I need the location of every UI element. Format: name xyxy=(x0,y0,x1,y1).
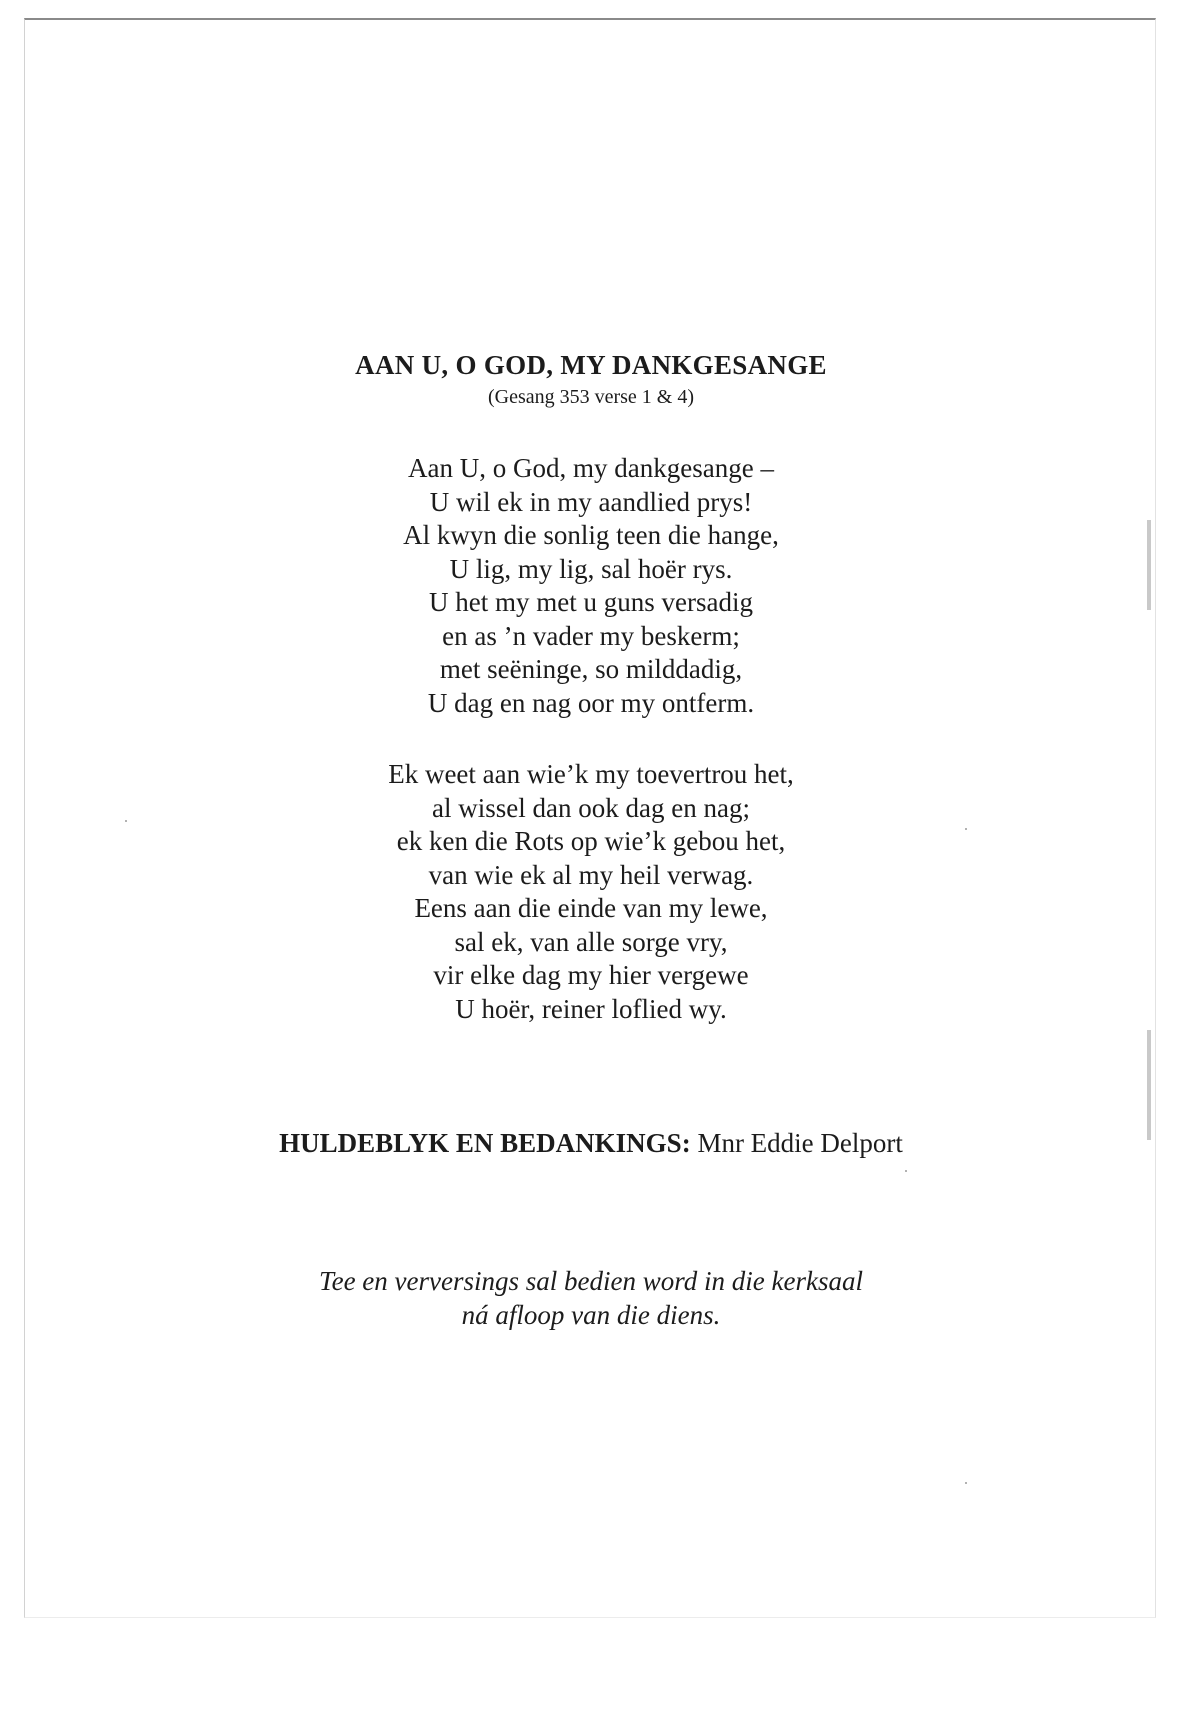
verse-line: U hoër, reiner loflied wy. xyxy=(455,993,727,1024)
verse-line: U wil ek in my aandlied prys! xyxy=(429,486,753,517)
verse-line: Al kwyn die sonlig teen die hange, xyxy=(403,520,779,550)
scan-speck xyxy=(965,1482,967,1484)
verse-line: met seëninge, so milddadig, xyxy=(439,654,743,684)
note-line: Tee en verversings sal bedien word in die kerksaal xyxy=(319,1266,863,1296)
scan-speck xyxy=(905,1170,907,1172)
verse-line: Aan U, o God, my dankgesange – xyxy=(408,453,774,483)
hymn-reference: (Gesang 353 verse 1 & 4) xyxy=(487,386,695,408)
verse-line: ek ken die Rots op wie’k gebou het, xyxy=(396,826,786,856)
tribute-speaker: Mnr Eddie Delport xyxy=(697,1128,903,1158)
verse-line: al wissel dan ook dag en nag; xyxy=(432,792,750,823)
verse-1 xyxy=(25,452,1157,720)
tribute-line xyxy=(25,1128,1157,1159)
note-line: ná afloop van die diens. xyxy=(461,1300,721,1330)
hymn-title: AAN U, O GOD, MY DANKGESANGE xyxy=(355,350,827,380)
verse-line: Eens aan die einde van my lewe, xyxy=(414,893,768,923)
verse-line: U lig, my lig, sal hoër rys. xyxy=(449,553,733,584)
verse-line: sal ek, van alle sorge vry, xyxy=(454,926,728,957)
verse-line: U dag en nag oor my ontferm. xyxy=(427,687,755,718)
verse-line: Ek weet aan wie’k my toevertrou het, xyxy=(388,759,794,789)
verse-line: vir elke dag my hier vergewe xyxy=(433,960,749,990)
right-edge-shadow-lower xyxy=(1147,1030,1151,1140)
tribute-label: HULDEBLYK EN BEDANKINGS: xyxy=(279,1128,691,1158)
verse-2 xyxy=(25,758,1157,1026)
page-sheet xyxy=(24,18,1156,1618)
verse-line: en as ’n vader my beskerm; xyxy=(442,620,740,651)
refreshments-note xyxy=(25,1264,1157,1332)
verse-line: van wie ek al my heil verwag. xyxy=(428,859,754,890)
verse-line: U het my met u guns versadig xyxy=(429,587,753,617)
